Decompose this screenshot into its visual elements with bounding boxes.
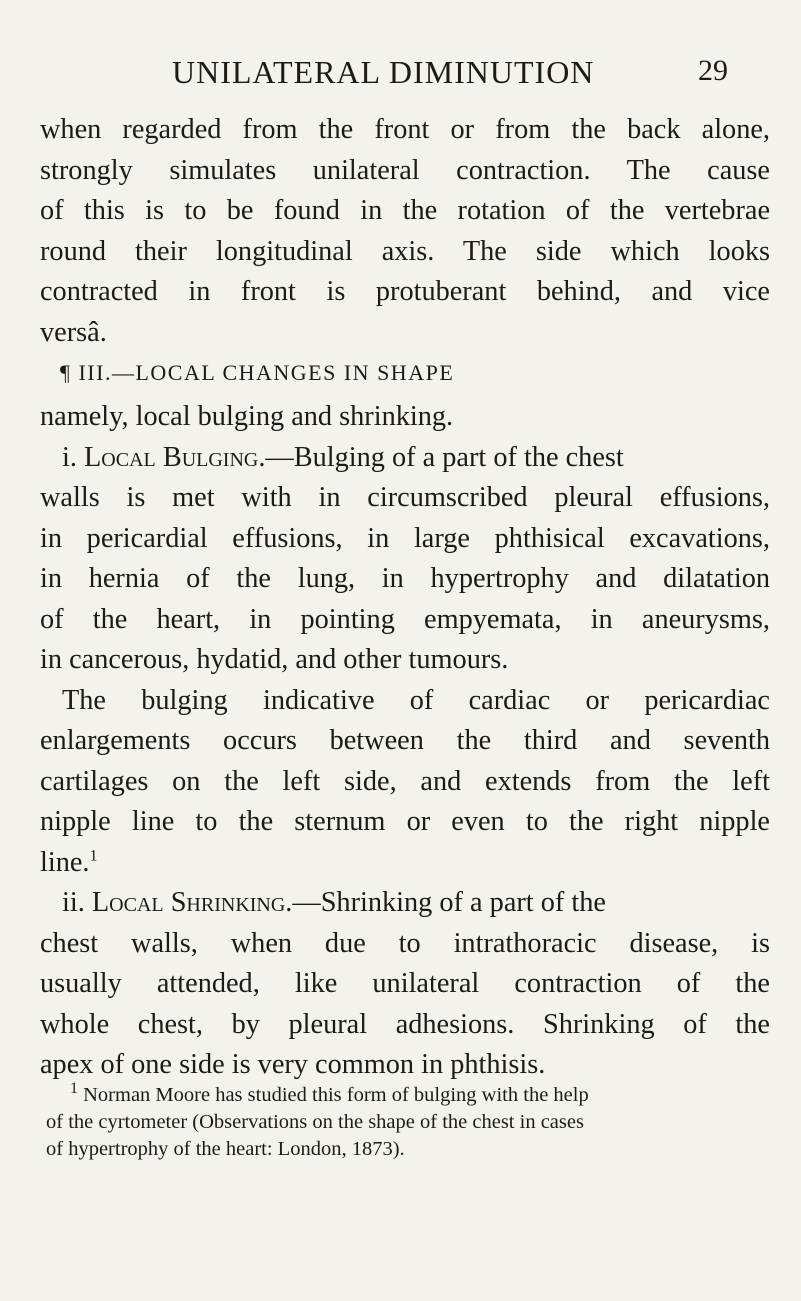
body-text	[40, 110, 770, 1086]
intro-line: namely, local bulging and shrinking.	[40, 401, 454, 432]
section-heading	[40, 353, 770, 397]
text-line: in pericardial effusions, in large phthisical excavations,	[40, 522, 770, 554]
footnote-reference: 1	[89, 847, 98, 865]
page-header	[0, 54, 801, 104]
text-line: nipple line to the sternum or even to the right nipple	[40, 806, 770, 837]
footnote-text: Norman Moore has studied this form of bulging with the help	[83, 1084, 589, 1106]
text-line: —Shrinking of a part of the	[292, 887, 606, 918]
subsection-local-bulging	[40, 438, 770, 681]
footnote	[46, 1082, 776, 1163]
footnote-marker: 1	[70, 1080, 78, 1098]
text-line: enlargements occurs between the third and seventh	[40, 725, 770, 756]
text-line: in hernia of the lung, in hypertrophy and dilatation	[40, 563, 770, 594]
text-line: cartilages on the left side, and extends from the left	[40, 765, 770, 797]
text-line: whole chest, by pleural adhesions. Shrinking of the	[40, 1008, 770, 1040]
text-line: contracted in front is protuberant behind, and vice	[40, 276, 770, 307]
pilcrow-icon: ¶	[60, 360, 72, 385]
text-line: usually attended, like unilateral contraction of the	[40, 968, 770, 999]
subsection-first-line	[40, 438, 770, 479]
paragraph-continuation	[40, 110, 770, 353]
text-line: in cancerous, hydatid, and other tumours.	[40, 644, 509, 675]
text-line: walls is met with in circumscribed pleural effusions,	[40, 482, 770, 513]
subsection-number: ii.	[62, 887, 85, 918]
text-line: of this is to be found in the rotation of the vertebrae	[40, 195, 770, 226]
text-line: The bulging indicative of cardiac or pericardiac	[62, 684, 770, 716]
footnote-line	[46, 1082, 776, 1109]
subsection-first-line	[40, 883, 770, 924]
footnote-line: of the cyrtometer (Observations on the shape of the chest in cases	[46, 1111, 584, 1133]
section-heading-text: III.—LOCAL CHANGES IN SHAPE	[78, 360, 455, 385]
text-line: strongly simulates unilateral contraction. The cause	[40, 154, 770, 186]
text-line	[40, 843, 770, 884]
text-line: round their longitudinal axis. The side which looks	[40, 235, 770, 267]
text-line: chest walls, when due to intrathoracic disease, is	[40, 927, 770, 959]
text-line: apex of one side is very common in phthisis.	[40, 1049, 546, 1080]
subsection-local-shrinking	[40, 883, 770, 1086]
text-line: of the heart, in pointing empyemata, in aneurysms,	[40, 603, 770, 635]
footnote-line: of hypertrophy of the heart: London, 1873).	[46, 1138, 405, 1160]
paragraph-cardiac-bulging	[40, 681, 770, 884]
text-line: when regarded from the front or from the back alone,	[40, 114, 770, 145]
running-head: UNILATERAL DIMINUTION	[172, 54, 595, 90]
text-fragment: line.	[40, 846, 90, 878]
text-line: —Bulging of a part of the chest	[265, 441, 624, 473]
subsection-title: Local Shrinking.	[91, 887, 293, 918]
text-line: versâ.	[40, 316, 107, 348]
subsection-title: Local Bulging.	[84, 441, 266, 473]
page-number: 29	[698, 54, 728, 87]
subsection-number: i.	[62, 441, 77, 473]
